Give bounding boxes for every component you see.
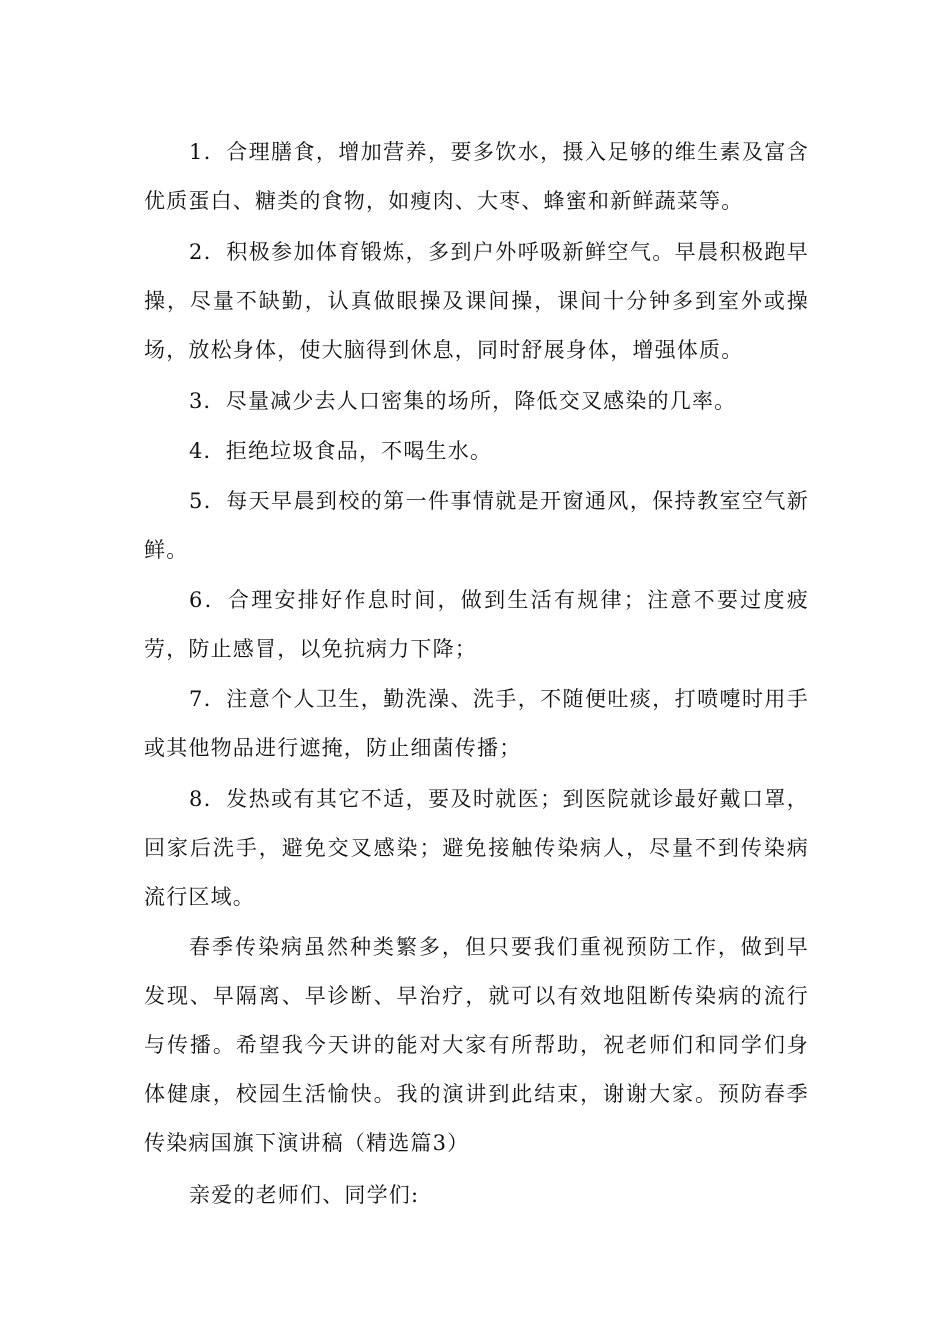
list-item-6: 6．合理安排好作息时间，做到生活有规律；注意不要过度疲劳，防止感冒，以免抗病力下降；: [144, 588, 809, 661]
list-item-5: 5．每天早晨到校的第一件事情就是开窗通风，保持教室空气新鲜。: [144, 489, 809, 562]
list-item-8: 8．发热或有其它不适，要及时就医；到医院就诊最好戴口罩，回家后洗手，避免交叉感染；避免接触传染病人，尽量不到传染病流行区域。: [144, 787, 809, 909]
list-item-3: 3．尽量减少去人口密集的场所，降低交叉感染的几率。: [189, 389, 737, 413]
list-item-1: 1．合理膳食，增加营养，要多饮水，摄入足够的维生素及富含优质蛋白、糖类的食物，如瘦肉、大枣、蜂蜜和新鲜蔬菜等。: [144, 140, 809, 213]
closing-paragraph: 春季传染病虽然种类繁多，但只要我们重视预防工作，做到早发现、早隔离、早诊断、早治疗，就可以有效地阻断传染病的流行与传播。希望我今天讲的能对大家有所帮助，祝老师们和同学们身体健康，校园生活愉快。我的演讲到此结束，谢谢大家。预防春季传染病国旗下演讲稿（精选篇3）: [144, 935, 809, 1155]
list-item-2: 2．积极参加体育锻炼，多到户外呼吸新鲜空气。早晨积极跑早操，尽量不缺勤，认真做眼操及课间操，课间十分钟多到室外或操场，放松身体，使大脑得到休息，同时舒展身体，增强体质。: [144, 240, 809, 362]
salutation: 亲爱的老师们、同学们:: [189, 1183, 420, 1207]
list-item-4: 4．拒绝垃圾食品，不喝生水。: [189, 439, 493, 463]
list-item-7: 7．注意个人卫生，勤洗澡、洗手，不随便吐痰，打喷嚏时用手或其他物品进行遮掩，防止细菌传播；: [144, 687, 809, 760]
